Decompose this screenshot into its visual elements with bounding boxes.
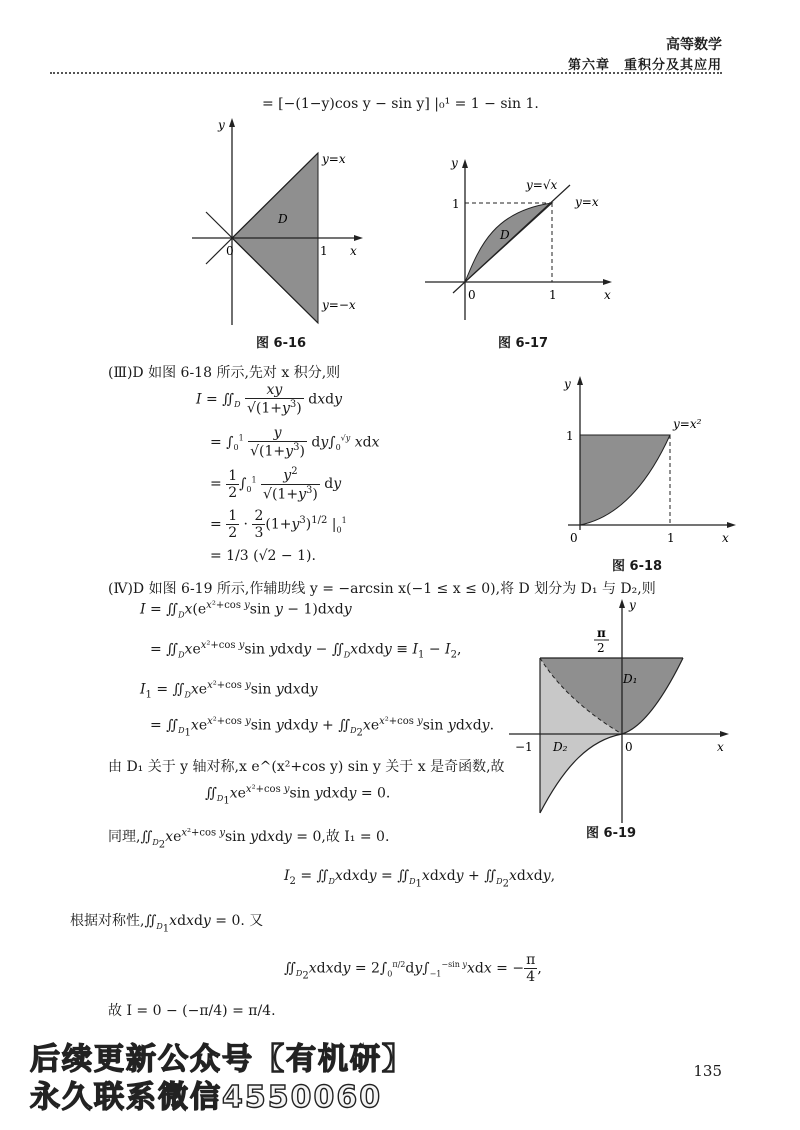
fig16-upper-curve-label: y=x [322,152,346,166]
fig19-caption: 图 6-19 [586,826,637,841]
figure-6-18 [550,370,740,550]
fig16-x-arrow [354,235,363,241]
chapter-title: 第六章 重积分及其应用 [567,58,722,73]
fig17-sqrt-curve-label: y=√x [526,178,558,192]
part3-step1: $I = ∬_D$ $\frac{xy}{√(1+y^3)}$ dxdy [196,382,342,417]
part4-eq-i1: $I_1$ = $∬_Dxe^{x^2+cos y}\sin$ ydxdy [140,680,318,701]
fig18-y-tick: 1 [566,429,574,443]
part4-eq-i2: $I_2$ = $∬_Dxdxdy$ = $∬_{D_1}xdxdy$ + $∬_{D_2}xdxdy$, [284,868,556,890]
fig18-x-arrow [727,522,736,528]
fig18-curve-label: y=x² [673,417,702,431]
fig17-y-tick: 1 [452,197,460,211]
fig17-caption: 图 6-17 [498,336,549,351]
fig19-y-arrow [619,599,625,608]
part3-step4: = $\frac{1}{2}$ · $\frac{2}{3}$ $(1+y^3)^{1/2}$ $|_0^1$ [210,508,347,541]
part3-step2: = $\int_0^1$ $\frac{y}{√(1+y^3)}$ $dy\int_0^{√y}$ xdx [210,425,380,460]
fig18-y-arrow [577,376,583,385]
figure-6-16 [190,115,370,330]
part4-eq-zero1: $∬_{D_1}xe^{x^2+cos y}\sin$ ydxdy = 0. [205,784,391,808]
part4-symmetry-text: 由 D₁ 关于 y 轴对称,x e^(x²+cos y) sin y 关于 x 是奇函数,故 [108,759,505,775]
fig16-y-label: y [218,118,225,132]
fig16-region-label: D [278,212,288,226]
part4-eq-d2: $∬_{D_2}xdxdy = 2\int_0^{\pi/2}dy\int_{-1}^{-sin y}xdx$ = − $\frac{\pi}{4}$ , [284,952,542,985]
part3-step3: = $\frac{1}{2}$ $\int_0^1$ $\frac{y^2}{√(1+y^3)}$ dy [210,466,342,503]
fig17-x-label: x [604,288,611,302]
part4-symmetry-text2: 根据对称性, [70,913,145,929]
fig19-x-label: x [717,740,724,754]
fig19-x-arrow [720,731,729,737]
fig18-caption: 图 6-18 [612,559,663,574]
fig19-y-tick-den: 2 [597,641,605,655]
part4-intro: (Ⅳ)D 如图 6-19 所示,作辅助线 y = −arcsin x(−1 ≤ x ≤ 0),将 D 划分为 D₁ 与 D₂,则 [108,581,656,597]
figure-6-19 [505,595,735,825]
fig16-lower-curve-label: y=−x [322,298,356,312]
fig16-tick-1: 1 [320,244,328,258]
fig16-caption: 图 6-16 [256,336,307,351]
fig18-x-label: x [722,531,729,545]
fig19-origin: 0 [625,740,633,754]
fig17-y-arrow [462,159,468,168]
part4-same-line: 同理$,∬_{D_2}xe^{x^2+cos y}\sin$ ydxdy = 0,故 I₁ = 0. [108,827,390,851]
fig17-origin: 0 [468,288,476,302]
watermark-line2: 永久联系微信4550060 [30,1080,383,1115]
part4-conclusion: 故 I = 0 − (−π/4) = π/4. [108,1003,276,1019]
header-divider [50,72,722,74]
part4-same-tail: ,故 I₁ = 0. [321,829,390,845]
fig18-y-label: y [564,377,571,391]
part4-eq-split: = $∬_Dxe^{x^2+cos y}\sin$ ydxdy − $∬_Dxdxdy \equiv I_1 - I_2$, [150,640,462,661]
fig16-y-arrow [229,118,235,127]
fig19-region2-label: D₂ [553,740,568,754]
part4-eq-i: $I = ∬_Dx(e^{x^2+cos y}\sin$ y − 1)dxdy [140,600,352,620]
part4-also: 又 [249,913,264,929]
fig18-origin: 0 [570,531,578,545]
fig18-region [580,435,670,525]
top-equation: = [−(1−y)cos y − sin y] |₀¹ = 1 − sin 1. [262,96,539,112]
part3-intro: (Ⅲ)D 如图 6-18 所示,先对 x 积分,则 [108,365,341,381]
fig19-region1-label: D₁ [623,672,638,686]
figure-6-17 [420,155,630,325]
fig17-region-label: D [500,228,510,242]
part3-result: = 1/3 (√2 − 1). [210,548,316,564]
part4-symmetry2-line: 根据对称性$,∬_{D_1}xdxdy = 0$. 又 [70,913,264,935]
watermark-line1: 后续更新公众号【有机研】 [30,1042,414,1077]
fig19-x-tick: −1 [515,740,533,754]
page-number: 135 [693,1062,722,1080]
fig17-y-label: y [451,156,458,170]
fig16-origin: 0 [226,244,234,258]
fig17-x-tick: 1 [549,288,557,302]
fig19-y-tick-num: π [597,626,606,640]
fig17-line-label: y=x [575,195,599,209]
fig16-x-label: x [350,244,357,258]
book-title: 高等数学 [666,37,722,53]
fig19-y-label: y [629,598,636,612]
fig17-x-arrow [603,279,612,285]
fig18-x-tick: 1 [667,531,675,545]
part4-eq-i1-split: = $∬_{D_1}xe^{x^2+cos y}\sin$ ydxdy + $∬_{D_2}xe^{x^2+cos y}\sin$ ydxdy. [150,716,495,740]
part4-same-text: 同理, [108,829,141,845]
